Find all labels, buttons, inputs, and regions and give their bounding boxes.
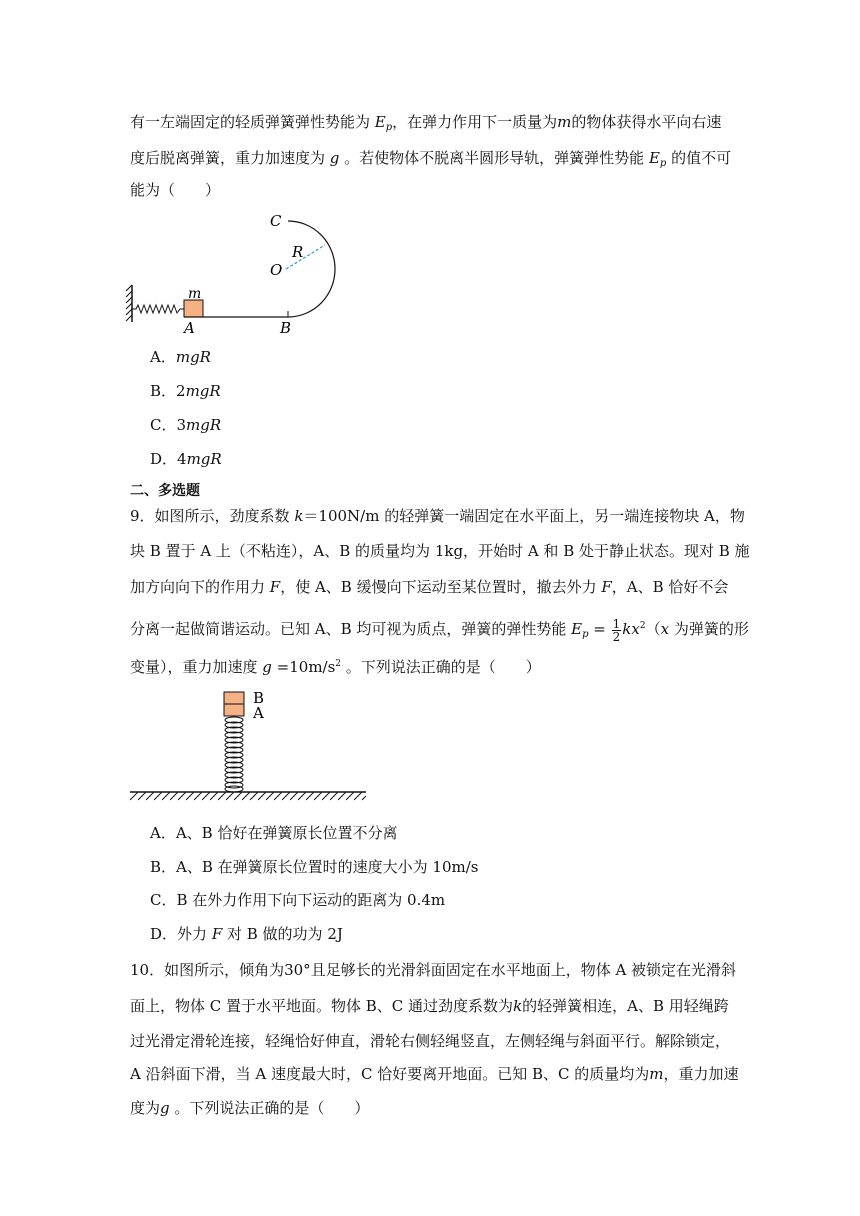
q10-text: 过光滑定滑轮连接，轻绳恰好伸直，滑轮右侧轻绳竖直，左侧轻绳与斜面平行。解除锁定， bbox=[130, 1032, 731, 1050]
q10-text: 且足够长的光滑斜面固定在水平地面上，物体 A 被锁定在光滑斜 bbox=[310, 961, 737, 979]
q10-line-1 bbox=[130, 960, 736, 980]
q9-text: ＝100N/m 的轻弹簧一端固定在水平面上，另一端连接物块 A，物 bbox=[303, 507, 745, 525]
q8-line-3 bbox=[130, 180, 220, 200]
kx-symbol: kx bbox=[622, 620, 640, 638]
label-a: A bbox=[184, 319, 195, 337]
fraction-numerator: 1 bbox=[612, 616, 621, 631]
e-symbol: E bbox=[571, 620, 583, 638]
option-text: 对 B 做的功为 2J bbox=[222, 925, 343, 943]
equals-sign: = bbox=[588, 620, 611, 638]
q8-text: 有一左端固定的轻质弹簧弹性势能为 bbox=[130, 113, 375, 131]
ep-symbol: E bbox=[648, 149, 660, 167]
label-c: C bbox=[270, 212, 282, 230]
q10-text: 度为 bbox=[130, 1099, 161, 1117]
q9-line-4 bbox=[130, 612, 749, 649]
x-symbol: x bbox=[660, 620, 670, 638]
q8-option-b bbox=[150, 381, 221, 401]
option-letter: C． bbox=[150, 891, 177, 909]
option-expr: mgR bbox=[186, 416, 222, 434]
option-coef: 2 bbox=[176, 382, 186, 400]
square-exponent: 2 bbox=[639, 621, 646, 631]
q9-text: ，使 A、B 缓慢向下运动至某位置时，撤去外力 bbox=[280, 578, 602, 596]
square-exponent: 2 bbox=[335, 659, 342, 669]
f-symbol: F bbox=[601, 578, 612, 596]
block-b bbox=[224, 692, 244, 704]
k-symbol: k bbox=[513, 997, 523, 1015]
q9-option-b bbox=[150, 857, 479, 877]
m-symbol: m bbox=[649, 1065, 664, 1083]
label-m: m bbox=[188, 286, 202, 302]
q8-option-d bbox=[150, 449, 222, 469]
label-o: O bbox=[270, 261, 283, 279]
q8-option-c bbox=[150, 415, 221, 435]
half-fraction bbox=[612, 618, 622, 643]
angle-value: 30° bbox=[284, 961, 311, 979]
q10-line-4 bbox=[130, 1064, 739, 1084]
q8-text: 的物体获得水平向右速 bbox=[571, 113, 722, 131]
vertical-spring bbox=[225, 717, 243, 792]
q9-text: 加方向向下的作用力 bbox=[130, 578, 270, 596]
block-a bbox=[224, 704, 244, 716]
q8-text: 度后脱离弹簧，重力加速度为 bbox=[130, 149, 330, 167]
option-letter: A． bbox=[150, 348, 176, 366]
f-symbol: F bbox=[211, 925, 223, 943]
q9-text: 9．如图所示，劲度系数 bbox=[130, 507, 295, 525]
q8-line-1 bbox=[130, 112, 721, 138]
q9-line-2 bbox=[130, 541, 750, 561]
option-expr: mgR bbox=[185, 382, 221, 400]
option-letter: D． bbox=[150, 450, 178, 468]
q10-text: ，重力加速 bbox=[663, 1065, 739, 1083]
option-text: A、B 在弹簧原长位置时的速度大小为 10m/s bbox=[176, 858, 479, 876]
g-symbol: g bbox=[329, 149, 340, 167]
q8-figure bbox=[120, 205, 350, 340]
block-m bbox=[184, 300, 203, 317]
ep-subscript: p bbox=[385, 122, 393, 133]
q10-text: A 沿斜面下滑，当 A 速度最大时，C 恰好要离开地面。已知 B、C 的质量均为 bbox=[130, 1065, 650, 1083]
q10-text: 。下列说法正确的是（ ） bbox=[169, 1099, 370, 1117]
q9-option-c bbox=[150, 890, 445, 910]
ep-symbol: E bbox=[374, 113, 386, 131]
q10-text: 10．如图所示，倾角为 bbox=[130, 961, 285, 979]
ep-subscript: p bbox=[659, 158, 667, 169]
g-symbol: g bbox=[262, 658, 272, 676]
q10-line-5 bbox=[130, 1098, 369, 1118]
q9-text: 。下列说法正确的是（ ） bbox=[341, 658, 541, 676]
option-coef: 3 bbox=[176, 416, 187, 434]
q9-text: 块 B 置于 A 上（不粘连），A、B 的质量均为 1kg，开始时 A 和 B 处于静止状态。现对 B 施 bbox=[130, 542, 750, 560]
q8-line-2 bbox=[130, 148, 731, 174]
option-expr: mgR bbox=[175, 348, 211, 366]
option-letter: C． bbox=[150, 416, 177, 434]
m-symbol: m bbox=[557, 113, 572, 131]
q10-line-3 bbox=[130, 1031, 730, 1051]
label-b: B bbox=[280, 319, 292, 337]
q9-option-d bbox=[150, 924, 343, 944]
option-letter: B． bbox=[150, 858, 177, 876]
label-r: R bbox=[292, 243, 304, 261]
q10-line-2 bbox=[130, 996, 729, 1016]
q8-option-a bbox=[150, 347, 211, 367]
f-symbol: F bbox=[269, 578, 281, 596]
option-text: 外力 bbox=[177, 925, 212, 943]
q9-line-1 bbox=[130, 506, 745, 526]
q10-text: 面上，物体 C 置于水平地面。物体 B、C 通过劲度系数为 bbox=[130, 997, 514, 1015]
k-symbol: k bbox=[294, 507, 304, 525]
wall-hatching bbox=[126, 285, 132, 321]
q9-text: 分离一起做简谐运动。已知 A、B 均可视为质点，弹簧的弹性势能 bbox=[130, 620, 572, 638]
ground-hatching bbox=[130, 792, 366, 800]
q10-text: 的轻弹簧相连，A、B 用轻绳跨 bbox=[522, 997, 729, 1015]
q9-line-3 bbox=[130, 577, 728, 597]
q9-text: =10m/s bbox=[271, 658, 336, 676]
p-subscript: p bbox=[582, 629, 589, 640]
q8-text: 的值不可 bbox=[666, 149, 732, 167]
q9-text: 变量），重力加速度 bbox=[130, 658, 263, 676]
section-heading: 二、多选题 bbox=[130, 483, 200, 499]
option-letter: D． bbox=[150, 925, 178, 943]
label-b: B bbox=[253, 689, 265, 707]
q8-text: ，在弹力作用下一质量为 bbox=[392, 113, 558, 131]
option-text: B 在外力作用下向下运动的距离为 0.4m bbox=[176, 891, 446, 909]
option-letter: A． bbox=[150, 824, 176, 842]
q9-text: ，A、B 恰好不会 bbox=[611, 578, 729, 596]
g-symbol: g bbox=[160, 1099, 170, 1117]
spring bbox=[132, 305, 184, 313]
q9-option-a bbox=[150, 823, 397, 843]
fraction-denominator: 2 bbox=[612, 629, 621, 644]
option-text: A、B 恰好在弹簧原长位置不分离 bbox=[175, 824, 398, 842]
semicircle-track bbox=[288, 221, 335, 317]
q9-text: 为弹簧的形 bbox=[669, 620, 749, 638]
option-letter: B． bbox=[150, 382, 177, 400]
option-coef: 4 bbox=[177, 450, 187, 468]
label-a: A bbox=[253, 704, 264, 722]
option-expr: mgR bbox=[186, 450, 222, 468]
q8-text: 。若使物体不脱离半圆形导轨，弹簧弹性势能 bbox=[339, 149, 649, 167]
q9-text: （ bbox=[645, 620, 661, 638]
q9-line-5 bbox=[130, 654, 541, 677]
q8-text: 能为（ ） bbox=[130, 181, 221, 199]
q9-figure bbox=[128, 684, 373, 804]
